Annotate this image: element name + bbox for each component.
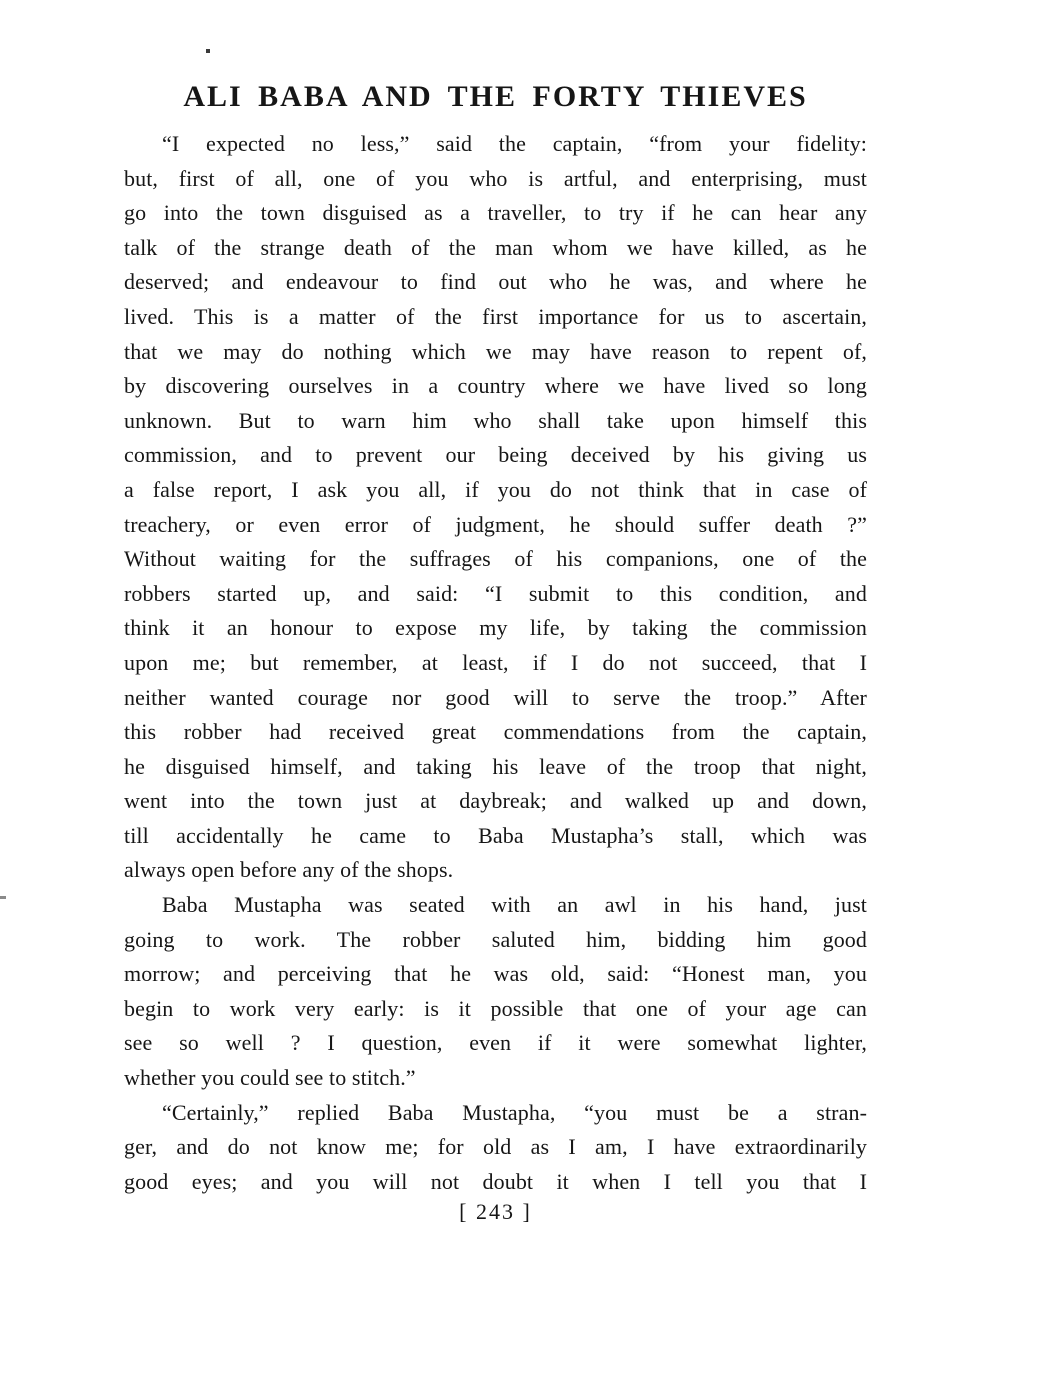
text-line: by discovering ourselves in a country where we have lived so long (124, 373, 867, 399)
text-line: unknown. But to warn him who shall take upon himself this (124, 407, 867, 433)
text-line: “Certainly,” replied Baba Mustapha, “you must be a stran- (162, 1099, 867, 1125)
text-line: he disguised himself, and taking his leave of the troop that night, (124, 753, 867, 779)
text-line: morrow; and perceiving that he was old, said: “Honest man, you (124, 961, 867, 987)
text-line: good eyes; and you will not doubt it when I tell you that I (124, 1168, 867, 1194)
text-line: went into the town just at daybreak; and walked up and down, (124, 788, 867, 814)
text-line: commission, and to prevent our being deceived by his giving us (124, 442, 867, 468)
text-line: neither wanted courage nor good will to serve the troop.” After (124, 684, 867, 710)
text-line: always open before any of the shops. (124, 857, 454, 883)
text-line: treachery, or even error of judgment, he should suffer death ?” (124, 511, 867, 537)
text-line: deserved; and endeavour to find out who he was, and where he (124, 269, 867, 295)
text-line: Baba Mustapha was seated with an awl in his hand, just (162, 892, 867, 918)
text-line: that we may do nothing which we may have reason to repent of, (124, 338, 867, 364)
text-line: this robber had received great commendations from the captain, (124, 719, 867, 745)
text-line: go into the town disguised as a traveller, to try if he can hear any (124, 200, 867, 226)
text-line: a false report, I ask you all, if you do not think that in case of (124, 476, 867, 502)
text-line: lived. This is a matter of the first importance for us to ascertain, (124, 303, 867, 329)
text-line: “I expected no less,” said the captain, “from your fidelity: (162, 131, 867, 156)
page-title: ALI BABA AND THE FORTY THIEVES (183, 80, 808, 113)
text-line: upon me; but remember, at least, if I do not succeed, that I (124, 649, 867, 675)
text-line: talk of the strange death of the man whom we have killed, as he (124, 234, 867, 260)
page-number: [ 243 ] (459, 1199, 532, 1224)
scan-speck-top (206, 49, 210, 53)
text-line: Without waiting for the suffrages of his companions, one of the (124, 546, 867, 572)
text-line: see so well ? I question, even if it were somewhat lighter, (124, 1030, 867, 1056)
body-text (124, 127, 867, 1199)
text-line: begin to work very early: is it possible that one of your age can (124, 995, 867, 1021)
scan-speck-left (0, 896, 6, 899)
text-line: going to work. The robber saluted him, bidding him good (124, 926, 867, 952)
text-line: till accidentally he came to Baba Mustapha’s stall, which was (124, 822, 867, 848)
text-line: ger, and do not know me; for old as I am, I have extraordinarily (124, 1134, 867, 1160)
text-line: think it an honour to expose my life, by taking the commission (124, 615, 867, 641)
text-line: robbers started up, and said: “I submit to this condition, and (124, 580, 867, 606)
text-line: but, first of all, one of you who is artful, and enterprising, must (124, 165, 867, 191)
text-line: whether you could see to stitch.” (124, 1065, 416, 1091)
